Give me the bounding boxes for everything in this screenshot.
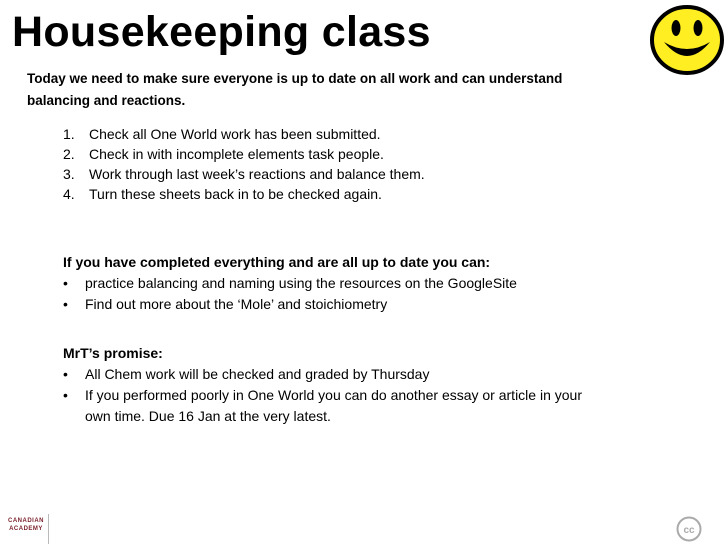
canadian-academy-logo	[2, 512, 50, 544]
promise-heading: MrT’s promise:	[63, 345, 163, 361]
task-item	[63, 124, 425, 144]
completed-section	[63, 252, 605, 315]
bullet: •	[63, 366, 68, 382]
task-item	[63, 184, 425, 204]
task-number: 2.	[63, 146, 75, 162]
task-text: Check in with incomplete elements task people.	[89, 146, 384, 162]
svg-text:cc: cc	[683, 525, 695, 536]
list-item-text: practice balancing and naming using the resources on the GoogleSite	[85, 275, 517, 291]
intro-text: Today we need to make sure everyone is up to date on all work and can understand balancing and reactions.	[27, 71, 563, 108]
logo-line-1: CANADIAN	[8, 518, 44, 524]
task-text: Check all One World work has been submitted.	[89, 126, 381, 142]
list-item	[63, 385, 605, 427]
task-text: Turn these sheets back in to be checked again.	[89, 186, 382, 202]
bullet: •	[63, 296, 68, 312]
smiley-face-icon	[649, 4, 725, 76]
list-item-text: If you performed poorly in One World you can do another essay or article in your own time. Due 16 Jan at the very latest.	[85, 387, 582, 424]
task-number: 4.	[63, 186, 75, 202]
completed-heading: If you have completed everything and are all up to date you can:	[63, 254, 491, 270]
slide-title: Housekeeping class	[12, 8, 431, 56]
logo-line-2: ACADEMY	[9, 526, 43, 532]
list-item-text: Find out more about the ‘Mole’ and stoichiometry	[85, 296, 388, 312]
list-item-text: All Chem work will be checked and graded by Thursday	[85, 366, 430, 382]
completed-list	[63, 273, 605, 315]
list-item	[63, 294, 605, 315]
list-item	[63, 364, 605, 385]
task-number: 1.	[63, 126, 75, 142]
task-item	[63, 164, 425, 184]
creative-commons-icon	[676, 516, 702, 542]
bullet: •	[63, 275, 68, 291]
promise-section	[63, 343, 605, 427]
promise-list	[63, 364, 605, 427]
task-item	[63, 144, 425, 164]
logo-divider	[48, 514, 50, 544]
task-text: Work through last week’s reactions and balance them.	[89, 166, 425, 182]
task-number: 3.	[63, 166, 75, 182]
bullet: •	[63, 387, 68, 403]
list-item	[63, 273, 605, 294]
task-list	[63, 124, 425, 204]
